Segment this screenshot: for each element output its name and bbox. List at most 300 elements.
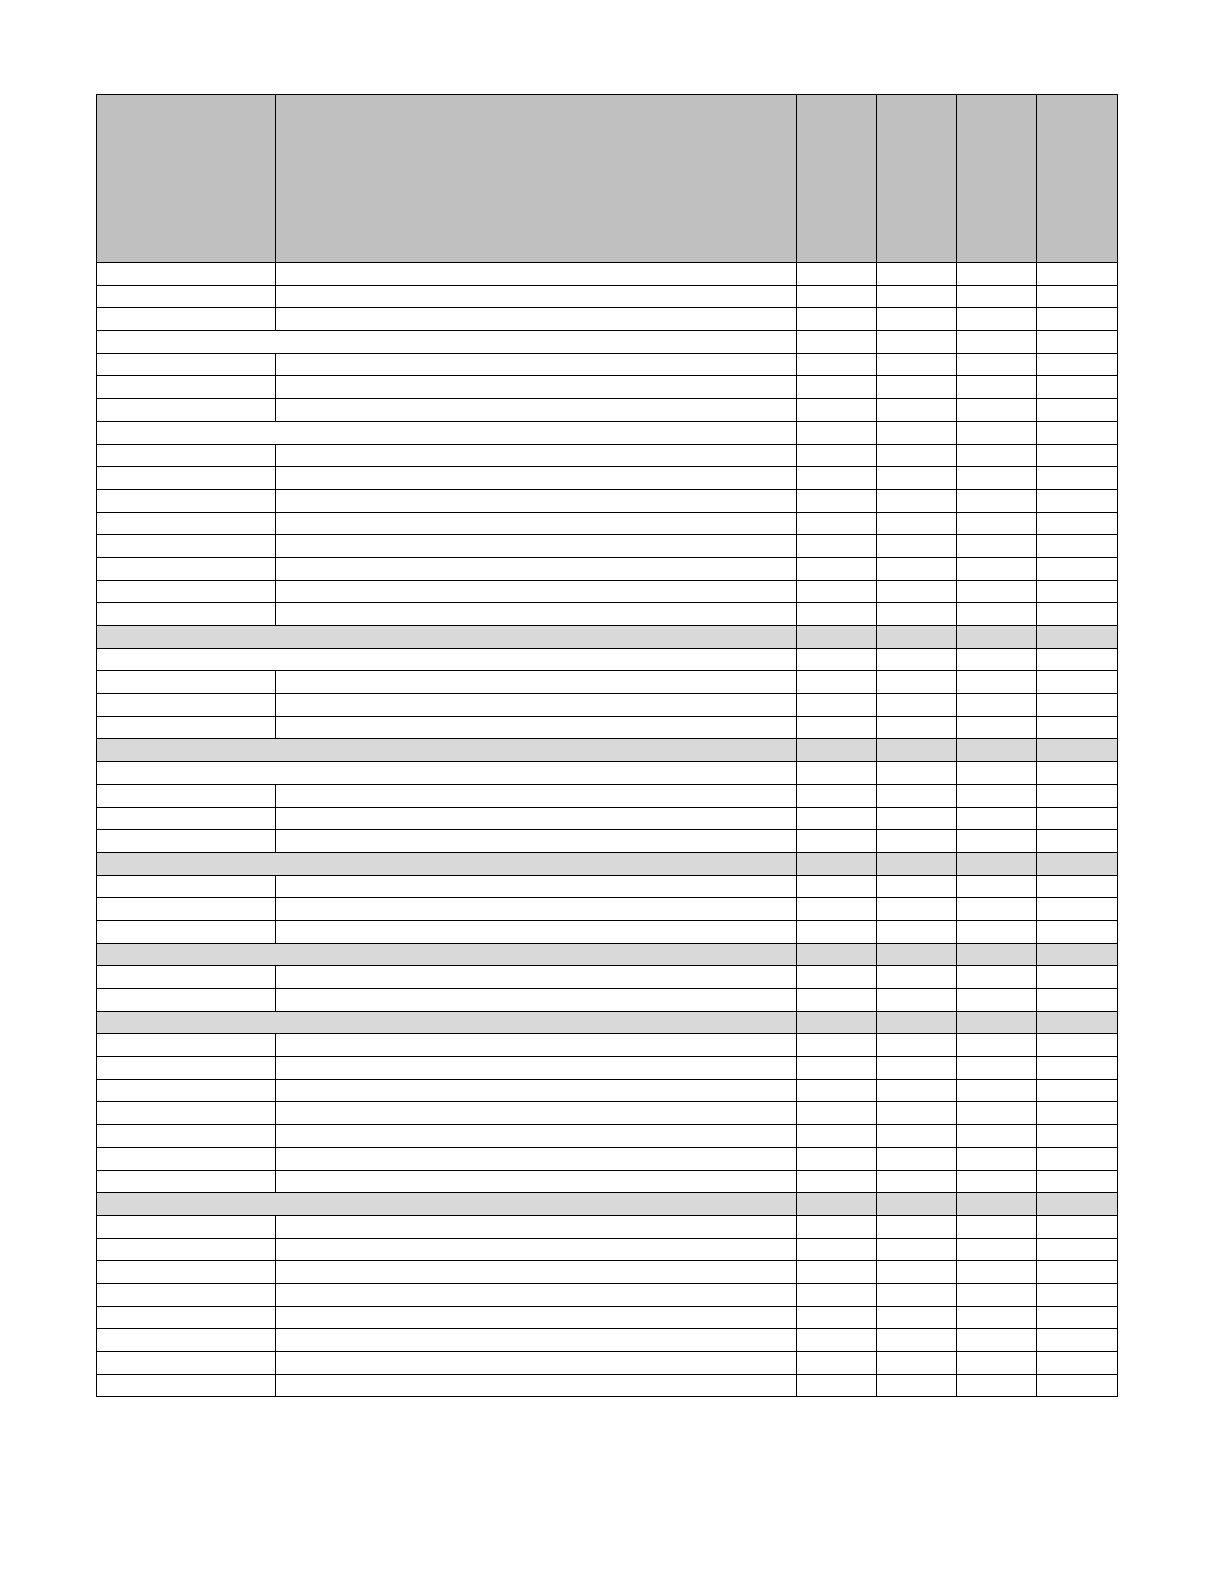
value-cell <box>957 694 1037 717</box>
table-row <box>97 512 1118 535</box>
section-row <box>97 1011 1118 1034</box>
value-cell <box>957 648 1037 671</box>
value-cell <box>797 1238 877 1261</box>
value-cell <box>957 1102 1037 1125</box>
value-cell <box>877 331 957 354</box>
code-cell <box>97 603 276 626</box>
description-cell <box>276 1147 797 1170</box>
value-cell <box>1037 512 1118 535</box>
code-cell <box>97 1306 276 1329</box>
code-cell <box>97 784 276 807</box>
value-cell <box>957 1147 1037 1170</box>
description-cell <box>276 444 797 467</box>
value-cell <box>877 1329 957 1352</box>
value-cell <box>797 353 877 376</box>
value-cell <box>877 489 957 512</box>
value-cell <box>877 807 957 830</box>
value-cell <box>877 1079 957 1102</box>
value-cell <box>957 353 1037 376</box>
value-cell <box>1037 308 1118 331</box>
table-row <box>97 1102 1118 1125</box>
value-cell <box>1037 739 1118 762</box>
value-cell <box>877 1102 957 1125</box>
value-cell <box>797 1193 877 1216</box>
value-cell <box>877 648 957 671</box>
description-cell <box>276 716 797 739</box>
description-cell <box>276 512 797 535</box>
description-cell <box>276 784 797 807</box>
value-cell <box>1037 648 1118 671</box>
value-cell <box>797 580 877 603</box>
value-cell <box>957 285 1037 308</box>
value-cell <box>1037 671 1118 694</box>
value-cell <box>957 1306 1037 1329</box>
header-cell-col-6 <box>1037 95 1118 263</box>
value-cell <box>1037 875 1118 898</box>
value-cell <box>1037 421 1118 444</box>
value-cell <box>1037 580 1118 603</box>
merged-label-cell <box>97 852 797 875</box>
code-cell <box>97 512 276 535</box>
value-cell <box>1037 376 1118 399</box>
table-row <box>97 1215 1118 1238</box>
value-cell <box>877 830 957 853</box>
code-cell <box>97 489 276 512</box>
value-cell <box>797 1215 877 1238</box>
table-row <box>97 898 1118 921</box>
code-cell <box>97 580 276 603</box>
value-cell <box>877 580 957 603</box>
value-cell <box>957 535 1037 558</box>
description-cell <box>276 353 797 376</box>
description-cell <box>276 1215 797 1238</box>
header-cell-description <box>276 95 797 263</box>
value-cell <box>797 444 877 467</box>
value-cell <box>957 943 1037 966</box>
value-cell <box>957 1193 1037 1216</box>
value-cell <box>797 489 877 512</box>
value-cell <box>877 399 957 422</box>
table-row <box>97 580 1118 603</box>
value-cell <box>957 399 1037 422</box>
code-cell <box>97 966 276 989</box>
value-cell <box>797 263 877 286</box>
value-cell <box>797 1306 877 1329</box>
description-cell <box>276 1283 797 1306</box>
value-cell <box>797 1329 877 1352</box>
code-cell <box>97 1283 276 1306</box>
value-cell <box>877 1374 957 1397</box>
value-cell <box>877 285 957 308</box>
value-cell <box>797 920 877 943</box>
description-cell <box>276 263 797 286</box>
value-cell <box>877 263 957 286</box>
value-cell <box>797 1283 877 1306</box>
value-cell <box>877 376 957 399</box>
value-cell <box>957 331 1037 354</box>
header-row <box>97 95 1118 263</box>
value-cell <box>957 716 1037 739</box>
merged-label-cell <box>97 626 797 649</box>
value-cell <box>797 1170 877 1193</box>
value-cell <box>797 1057 877 1080</box>
value-cell <box>877 694 957 717</box>
description-cell <box>276 966 797 989</box>
code-cell <box>97 1102 276 1125</box>
value-cell <box>957 1057 1037 1080</box>
value-cell <box>1037 1170 1118 1193</box>
value-cell <box>957 421 1037 444</box>
description-cell <box>276 1329 797 1352</box>
section-row <box>97 739 1118 762</box>
code-cell <box>97 807 276 830</box>
value-cell <box>1037 399 1118 422</box>
description-cell <box>276 989 797 1012</box>
description-cell <box>276 1261 797 1284</box>
value-cell <box>1037 1034 1118 1057</box>
code-cell <box>97 1261 276 1284</box>
value-cell <box>877 920 957 943</box>
table-row <box>97 989 1118 1012</box>
code-cell <box>97 1352 276 1375</box>
value-cell <box>797 898 877 921</box>
code-cell <box>97 557 276 580</box>
value-cell <box>1037 784 1118 807</box>
value-cell <box>797 535 877 558</box>
value-cell <box>797 671 877 694</box>
description-cell <box>276 580 797 603</box>
value-cell <box>877 1034 957 1057</box>
table-row <box>97 263 1118 286</box>
value-cell <box>957 263 1037 286</box>
value-cell <box>957 557 1037 580</box>
description-cell <box>276 1238 797 1261</box>
code-cell <box>97 399 276 422</box>
table-row <box>97 535 1118 558</box>
code-cell <box>97 694 276 717</box>
value-cell <box>1037 626 1118 649</box>
value-cell <box>1037 1352 1118 1375</box>
value-cell <box>877 1306 957 1329</box>
value-cell <box>877 716 957 739</box>
description-cell <box>276 285 797 308</box>
value-cell <box>1037 263 1118 286</box>
value-cell <box>877 512 957 535</box>
value-cell <box>1037 444 1118 467</box>
description-cell <box>276 1352 797 1375</box>
code-cell <box>97 716 276 739</box>
value-cell <box>1037 852 1118 875</box>
description-cell <box>276 1034 797 1057</box>
table-row <box>97 557 1118 580</box>
value-cell <box>957 467 1037 490</box>
description-cell <box>276 807 797 830</box>
value-cell <box>877 1011 957 1034</box>
description-cell <box>276 1306 797 1329</box>
table-row <box>97 875 1118 898</box>
value-cell <box>797 694 877 717</box>
table-row <box>97 784 1118 807</box>
value-cell <box>957 1374 1037 1397</box>
table-row <box>97 603 1118 626</box>
table-row <box>97 1238 1118 1261</box>
table-row <box>97 489 1118 512</box>
description-cell <box>276 1102 797 1125</box>
table-row <box>97 399 1118 422</box>
value-cell <box>797 1079 877 1102</box>
merged-label-cell <box>97 1011 797 1034</box>
value-cell <box>957 830 1037 853</box>
header-cell-col-4 <box>877 95 957 263</box>
value-cell <box>877 852 957 875</box>
merged-label-cell <box>97 331 797 354</box>
value-cell <box>1037 1102 1118 1125</box>
value-cell <box>957 1170 1037 1193</box>
value-cell <box>1037 966 1118 989</box>
value-cell <box>877 1193 957 1216</box>
value-cell <box>957 308 1037 331</box>
description-cell <box>276 1057 797 1080</box>
value-cell <box>877 784 957 807</box>
table-row <box>97 966 1118 989</box>
value-cell <box>877 353 957 376</box>
value-cell <box>877 966 957 989</box>
value-cell <box>877 1215 957 1238</box>
value-cell <box>1037 920 1118 943</box>
merged-label-cell <box>97 943 797 966</box>
description-cell <box>276 376 797 399</box>
value-cell <box>877 1283 957 1306</box>
value-cell <box>797 762 877 785</box>
merged-label-cell <box>97 739 797 762</box>
value-cell <box>797 1034 877 1057</box>
description-cell <box>276 694 797 717</box>
table-row <box>97 830 1118 853</box>
value-cell <box>877 308 957 331</box>
table-row <box>97 444 1118 467</box>
table-row <box>97 807 1118 830</box>
value-cell <box>1037 1147 1118 1170</box>
code-cell <box>97 308 276 331</box>
value-cell <box>877 444 957 467</box>
value-cell <box>797 331 877 354</box>
table-row <box>97 285 1118 308</box>
value-cell <box>957 898 1037 921</box>
subheading-row <box>97 762 1118 785</box>
value-cell <box>957 512 1037 535</box>
value-cell <box>1037 489 1118 512</box>
subheading-row <box>97 648 1118 671</box>
value-cell <box>1037 1011 1118 1034</box>
header-cell-col-3 <box>797 95 877 263</box>
description-cell <box>276 830 797 853</box>
description-cell <box>276 1125 797 1148</box>
value-cell <box>957 1283 1037 1306</box>
value-cell <box>877 762 957 785</box>
value-cell <box>797 807 877 830</box>
table-row <box>97 694 1118 717</box>
value-cell <box>877 467 957 490</box>
value-cell <box>1037 603 1118 626</box>
code-cell <box>97 467 276 490</box>
code-cell <box>97 1170 276 1193</box>
value-cell <box>797 1352 877 1375</box>
value-cell <box>877 875 957 898</box>
value-cell <box>797 1011 877 1034</box>
table-row <box>97 376 1118 399</box>
value-cell <box>797 603 877 626</box>
subheading-row <box>97 331 1118 354</box>
value-cell <box>797 1147 877 1170</box>
value-cell <box>797 626 877 649</box>
value-cell <box>957 1034 1037 1057</box>
value-cell <box>797 467 877 490</box>
value-cell <box>797 1125 877 1148</box>
value-cell <box>797 557 877 580</box>
value-cell <box>1037 762 1118 785</box>
table-body <box>97 95 1118 1397</box>
value-cell <box>797 1374 877 1397</box>
value-cell <box>957 807 1037 830</box>
value-cell <box>797 875 877 898</box>
value-cell <box>797 716 877 739</box>
blank-form-table <box>96 94 1118 1397</box>
value-cell <box>957 989 1037 1012</box>
value-cell <box>797 966 877 989</box>
section-row <box>97 1193 1118 1216</box>
value-cell <box>877 1125 957 1148</box>
table-row <box>97 671 1118 694</box>
value-cell <box>1037 535 1118 558</box>
value-cell <box>797 739 877 762</box>
value-cell <box>1037 557 1118 580</box>
code-cell <box>97 1125 276 1148</box>
table-row <box>97 467 1118 490</box>
value-cell <box>1037 1374 1118 1397</box>
table-row <box>97 1261 1118 1284</box>
value-cell <box>797 376 877 399</box>
value-cell <box>957 1261 1037 1284</box>
value-cell <box>957 603 1037 626</box>
description-cell <box>276 467 797 490</box>
value-cell <box>957 444 1037 467</box>
value-cell <box>1037 807 1118 830</box>
code-cell <box>97 1374 276 1397</box>
value-cell <box>1037 1283 1118 1306</box>
value-cell <box>957 376 1037 399</box>
code-cell <box>97 1034 276 1057</box>
description-cell <box>276 920 797 943</box>
value-cell <box>957 920 1037 943</box>
description-cell <box>276 898 797 921</box>
value-cell <box>957 671 1037 694</box>
value-cell <box>877 1057 957 1080</box>
value-cell <box>1037 331 1118 354</box>
code-cell <box>97 1215 276 1238</box>
merged-label-cell <box>97 421 797 444</box>
description-cell <box>276 1170 797 1193</box>
value-cell <box>877 1147 957 1170</box>
merged-label-cell <box>97 648 797 671</box>
value-cell <box>877 421 957 444</box>
value-cell <box>957 489 1037 512</box>
description-cell <box>276 1374 797 1397</box>
code-cell <box>97 444 276 467</box>
description-cell <box>276 603 797 626</box>
value-cell <box>877 898 957 921</box>
description-cell <box>276 308 797 331</box>
code-cell <box>97 285 276 308</box>
code-cell <box>97 671 276 694</box>
merged-label-cell <box>97 762 797 785</box>
value-cell <box>797 512 877 535</box>
table-row <box>97 1329 1118 1352</box>
description-cell <box>276 489 797 512</box>
table-row <box>97 1125 1118 1148</box>
value-cell <box>797 399 877 422</box>
value-cell <box>877 603 957 626</box>
table-row <box>97 1306 1118 1329</box>
value-cell <box>877 989 957 1012</box>
value-cell <box>797 1102 877 1125</box>
table-row <box>97 1170 1118 1193</box>
value-cell <box>957 1329 1037 1352</box>
value-cell <box>797 285 877 308</box>
description-cell <box>276 535 797 558</box>
value-cell <box>957 762 1037 785</box>
code-cell <box>97 989 276 1012</box>
value-cell <box>957 580 1037 603</box>
code-cell <box>97 376 276 399</box>
value-cell <box>797 943 877 966</box>
value-cell <box>957 852 1037 875</box>
code-cell <box>97 920 276 943</box>
value-cell <box>957 875 1037 898</box>
value-cell <box>1037 694 1118 717</box>
code-cell <box>97 1057 276 1080</box>
table-row <box>97 308 1118 331</box>
table-row <box>97 1283 1118 1306</box>
value-cell <box>1037 353 1118 376</box>
value-cell <box>877 1238 957 1261</box>
value-cell <box>1037 1193 1118 1216</box>
description-cell <box>276 875 797 898</box>
value-cell <box>957 1352 1037 1375</box>
value-cell <box>1037 1125 1118 1148</box>
value-cell <box>957 966 1037 989</box>
description-cell <box>276 1079 797 1102</box>
value-cell <box>1037 989 1118 1012</box>
code-cell <box>97 1079 276 1102</box>
code-cell <box>97 1238 276 1261</box>
description-cell <box>276 399 797 422</box>
value-cell <box>797 784 877 807</box>
value-cell <box>877 1261 957 1284</box>
value-cell <box>1037 830 1118 853</box>
value-cell <box>797 421 877 444</box>
code-cell <box>97 898 276 921</box>
value-cell <box>957 739 1037 762</box>
table-row <box>97 1034 1118 1057</box>
value-cell <box>877 739 957 762</box>
value-cell <box>797 1261 877 1284</box>
value-cell <box>957 1238 1037 1261</box>
section-row <box>97 852 1118 875</box>
value-cell <box>797 648 877 671</box>
value-cell <box>877 671 957 694</box>
value-cell <box>957 1125 1037 1148</box>
table-row <box>97 1057 1118 1080</box>
